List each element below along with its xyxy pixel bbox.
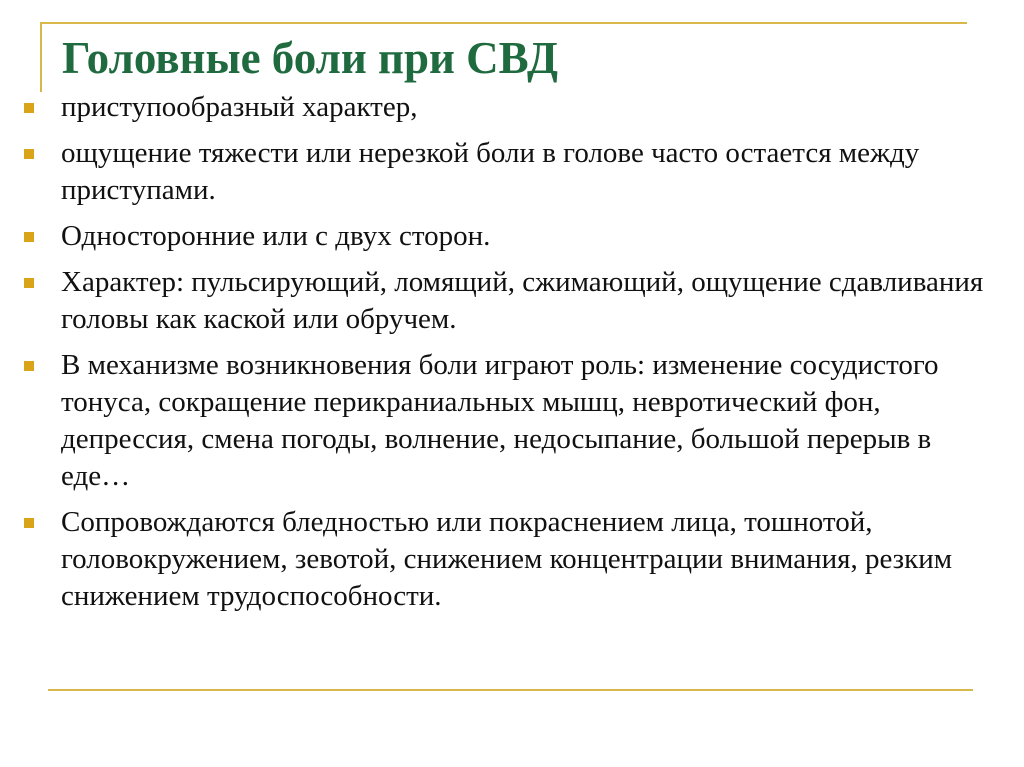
list-item	[24, 504, 1004, 615]
square-bullet-icon	[24, 361, 34, 371]
square-bullet-icon	[24, 232, 34, 242]
bullet-list	[24, 89, 1004, 624]
square-bullet-icon	[24, 518, 34, 528]
list-item	[24, 135, 1004, 209]
square-bullet-icon	[24, 278, 34, 288]
list-item-text: приступообразный характер,	[61, 91, 418, 123]
slide-title: Головные боли при СВД	[62, 33, 558, 83]
list-item	[24, 264, 1004, 338]
square-bullet-icon	[24, 103, 34, 113]
list-item-text: Характер: пульсирующий, ломящий, сжимающий, ощущение сдавливания головы как каской или обручем.	[61, 266, 984, 335]
list-item	[24, 89, 1004, 126]
left-rule	[40, 22, 42, 92]
list-item	[24, 218, 1004, 255]
list-item	[24, 347, 1004, 495]
list-item-text: ощущение тяжести или нерезкой боли в голове часто остается между приступами.	[61, 137, 920, 206]
list-item-text: В механизме возникновения боли играют роль: изменение сосудистого тонуса, сокращение перикраниальных мышц, невротический фон, депрессия, смена погоды, волнение, недосыпание, большой перерыв в еде…	[61, 349, 939, 492]
list-item-text: Односторонние или с двух сторон.	[61, 220, 491, 252]
bottom-rule	[48, 689, 973, 691]
top-rule	[40, 22, 967, 24]
square-bullet-icon	[24, 149, 34, 159]
list-item-text: Сопровождаются бледностью или покраснением лица, тошнотой, головокружением, зевотой, снижением концентрации внимания, резким снижением трудоспособности.	[61, 506, 953, 612]
